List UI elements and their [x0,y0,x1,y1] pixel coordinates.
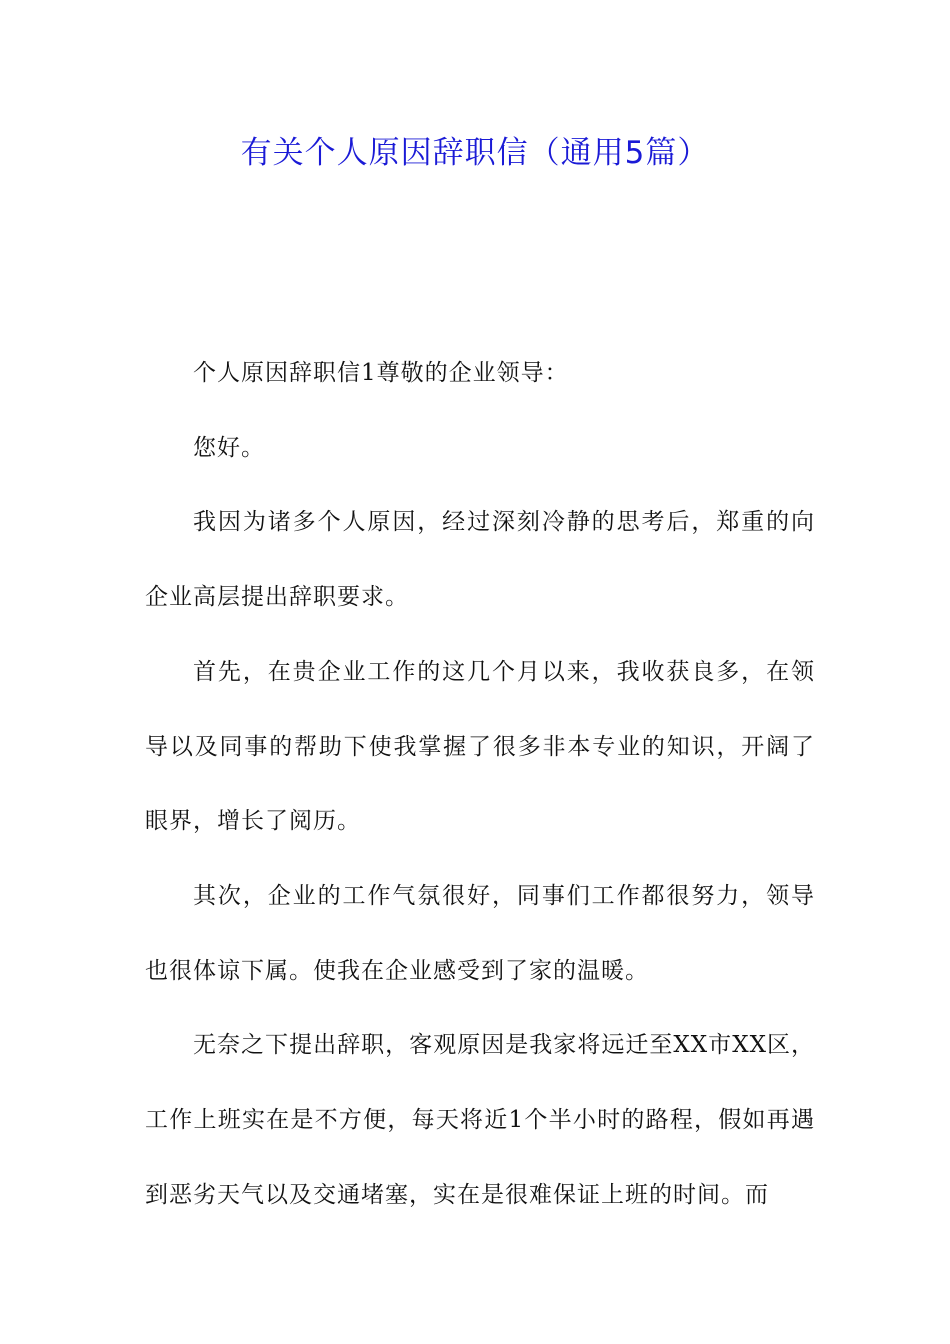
paragraph-first-reason: 首先，在贵企业工作的这几个月以来，我收获良多，在领导以及同事的帮助下使我掌握了很多非本专业的知识，开阔了眼界，增长了阅历。 [145,658,815,835]
paragraph-request: 我因为诸多个人原因，经过深刻冷静的思考后，郑重的向企业高层提出辞职要求。 [145,509,815,611]
paragraph-greeting: 您好。 [193,434,265,461]
paragraph-salutation: 个人原因辞职信1尊敬的企业领导： [193,360,569,386]
paragraph-second-reason: 其次，企业的工作气氛很好，同事们工作都很努力，领导也很体谅下属。使我在企业感受到了家的温暖。 [145,882,815,984]
paragraph-objective-reason: 无奈之下提出辞职，客观原因是我家将远迁至XX市XX区，工作上班实在是不方便，每天将近1个半小时的路程，假如再遇到恶劣天气以及交通堵塞，实在是很难保证上班的时间。而 [145,1032,815,1208]
document-body [145,336,815,1232]
document-title: 有关个人原因辞职信（通用5篇） [240,135,710,171]
